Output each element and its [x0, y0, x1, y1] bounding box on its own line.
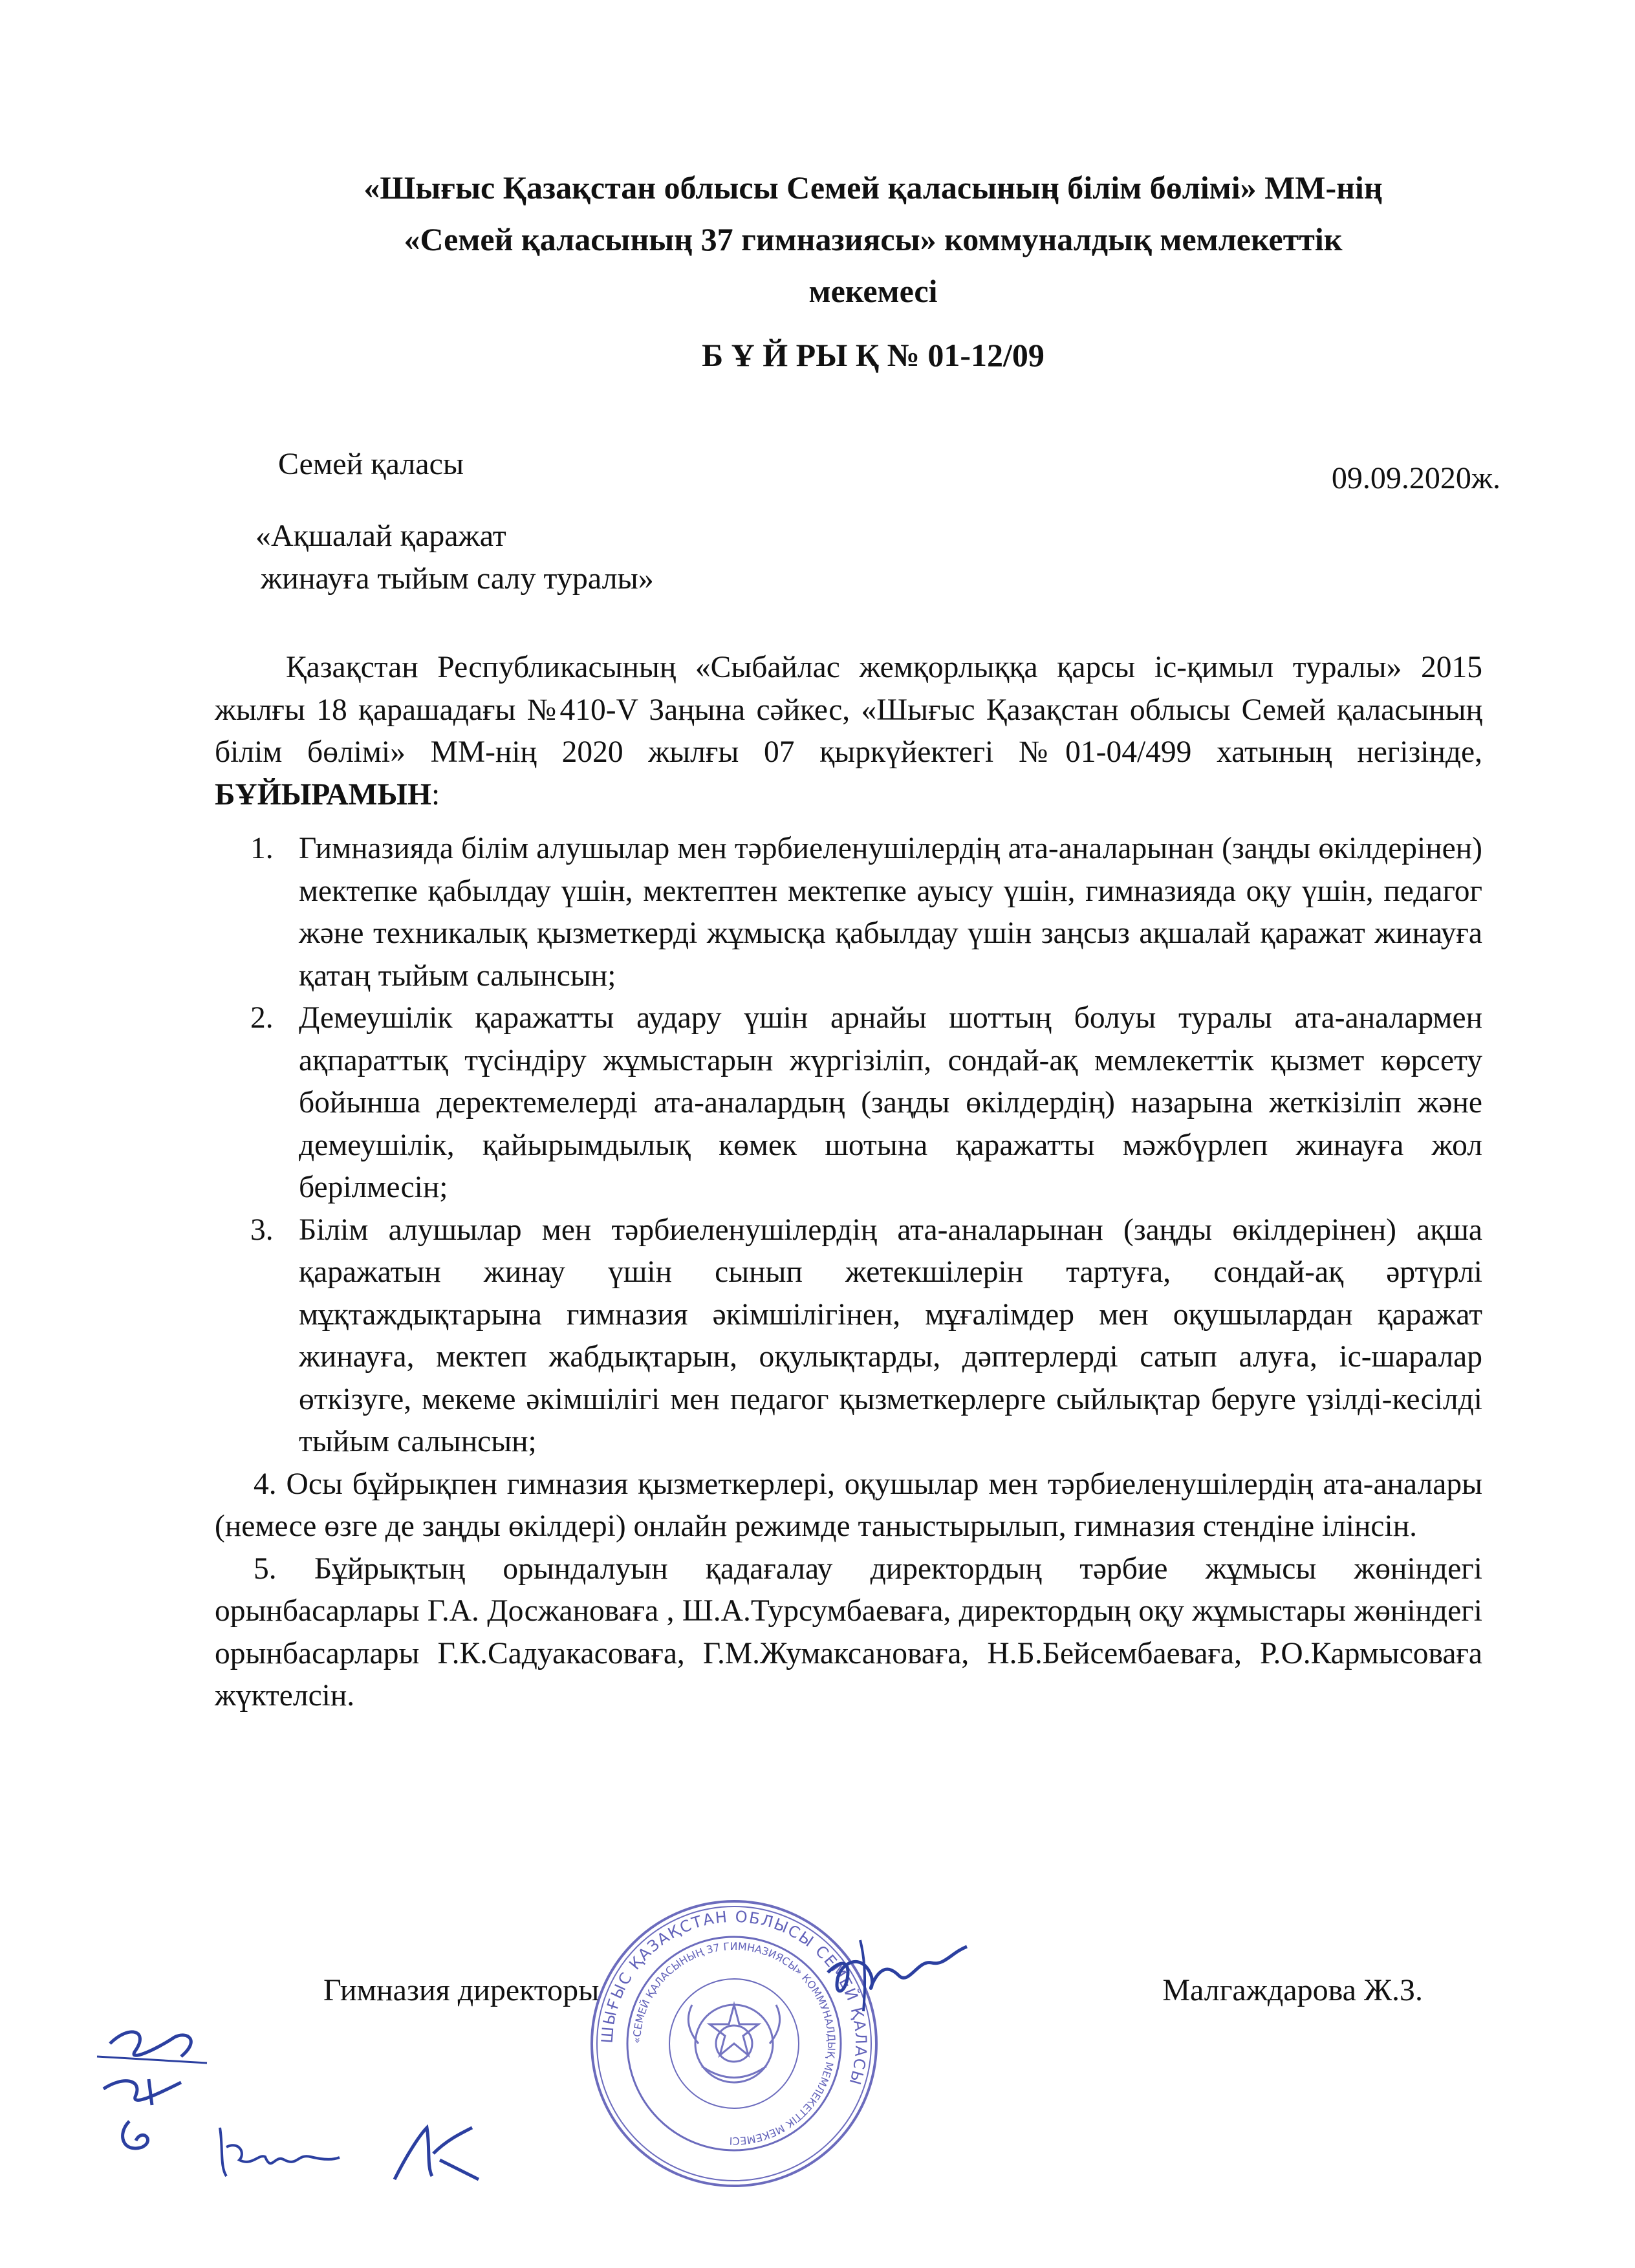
subject-line-2: жинауға тыйым салу туралы»: [261, 561, 654, 596]
initials-signature-2: [213, 2115, 343, 2186]
list-item: [215, 997, 1482, 1209]
list-item: [215, 1209, 1482, 1463]
emblem-icon: [688, 2005, 779, 2082]
order-body: [215, 647, 1482, 1718]
list-item: [215, 828, 1482, 997]
list-item-number: 3.: [250, 1213, 274, 1247]
list-item-text: Білім алушылар мен тәрбиеленушілердің ата-аналарынан (заңды өкілдерінен) ақша қаражатын жинау үшін сынып жетекшілерін тартуға, сондай-ақ әртүрлі мұқтаждықтарына гимназия әкімшілігінен, мұғалімдер мен оқушылардан қаражат жинауға, мектеп жабдықтарын, оқулықтарды, дәптерлерді сатып алуға, іс-шаралар өткізуге, мекеме әкімшілігі мен педагог қызметкерлерге сыйлықтар беруге үзілді-кесілді тыйым салынсын;: [299, 1213, 1482, 1458]
item-4-paragraph: 4. Осы бұйрықпен гимназия қызметкерлері, оқушылар мен тәрбиеленушілердің ата-аналары (немесе өзге де заңды өкілдері) онлайн режимде таныстырылып, гимназия стендіне ілінсін.: [215, 1467, 1482, 1543]
item-5-paragraph: 5. Бұйрықтың орындалуын қадағалау директордың тәрбие жұмысы жөніндегі орынбасарлары Г.А. Досжановаға , Ш.А.Турсумбаеваға, директордың оқу жұмыстары жөніндегі орынбасарлары Г.К.Садуакасоваға, Г.М.Жумаксановаға, Н.Б.Бейсембаеваға, Р.О.Кармысоваға жүктелсін.: [215, 1551, 1482, 1712]
stamp-outer-text: ШЫҒЫС ҚАЗАҚСТАН ОБЛЫСЫ СЕМЕЙ ҚАЛАСЫ: [598, 1907, 871, 2088]
header-line-2: «Семей қаласының 37 гимназиясы» коммуналдық мемлекеттік: [404, 221, 1343, 257]
subject-line-1: «Ақшалай қаражат: [255, 519, 506, 553]
list-item-number: 2.: [250, 1001, 274, 1035]
intro-tail: :: [431, 777, 440, 812]
header-line-1: «Шығыс Қазақстан облысы Семей қаласының білім бөлімі» ММ-нің: [363, 169, 1383, 206]
header-line-3: мекемесі: [808, 273, 938, 309]
order-date: 09.09.2020ж.: [1331, 461, 1500, 495]
list-item-number: 1.: [250, 832, 274, 865]
initials-signature-1: [91, 2018, 220, 2166]
intro-command: БҰЙЫРАМЫН: [215, 777, 431, 812]
list-item-text: Демеушілік қаражатты аудару үшін арнайы шоттың болуы туралы ата-аналармен ақпараттық түсіндіру жұмыстарын жүргізіліп, сондай-ақ мемлекеттік қызмет көрсету бойынша деректемелерді ата-аналардың (заңды өкілдердің) назарына жеткізіліп және демеушілік, қайырымдылық көмек шотына қаражатты мәжбүрлеп жинауға жол берілмесін;: [299, 1001, 1482, 1204]
signature-name: Малгаждарова Ж.З.: [1162, 1973, 1423, 2007]
signature-title: Гимназия директоры: [323, 1973, 600, 2007]
city-label: Семей қаласы: [278, 447, 464, 481]
intro-text: Қазақстан Республикасының «Сыбайлас жемқорлыққа қарсы іс-қимыл туралы» 2015 жылғы 18 қарашадағы №410-V Заңына сәйкес, «Шығыс Қазақстан облысы Семей қаласының білім бөлімі» ММ-нің 2020 жылғы 07 қыркүйектегі №01-04/499 хатының негізінде,: [215, 651, 1482, 769]
list-item-text: Гимназияда білім алушылар мен тәрбиеленушілердің ата-аналарынан (заңды өкілдерінен) мектепке қабылдау үшін, мектептен мектепке ауысу үшін, гимназияда оқу үшін, педагог және техникалық қызметкерді жұмысқа қабылдау үшін заңсыз ақшалай қаражат жинауға қатаң тыйым салынсын;: [299, 832, 1482, 993]
document-header: [233, 162, 1513, 317]
stamp-inner-text: «СЕМЕЙ ҚАЛАСЫНЫҢ 37 ГИМНАЗИЯСЫ» КОММУНАЛДЫҚ МЕМЛЕКЕТТІК МЕКЕМЕСІ: [630, 1939, 838, 2148]
director-signature: [821, 1934, 970, 2018]
order-title: Б Ұ Й РЫ Қ № 01-12/09: [702, 337, 1045, 373]
order-subject: [255, 515, 838, 600]
intro-paragraph: [215, 647, 1482, 816]
initials-signature-3: [382, 2115, 492, 2192]
